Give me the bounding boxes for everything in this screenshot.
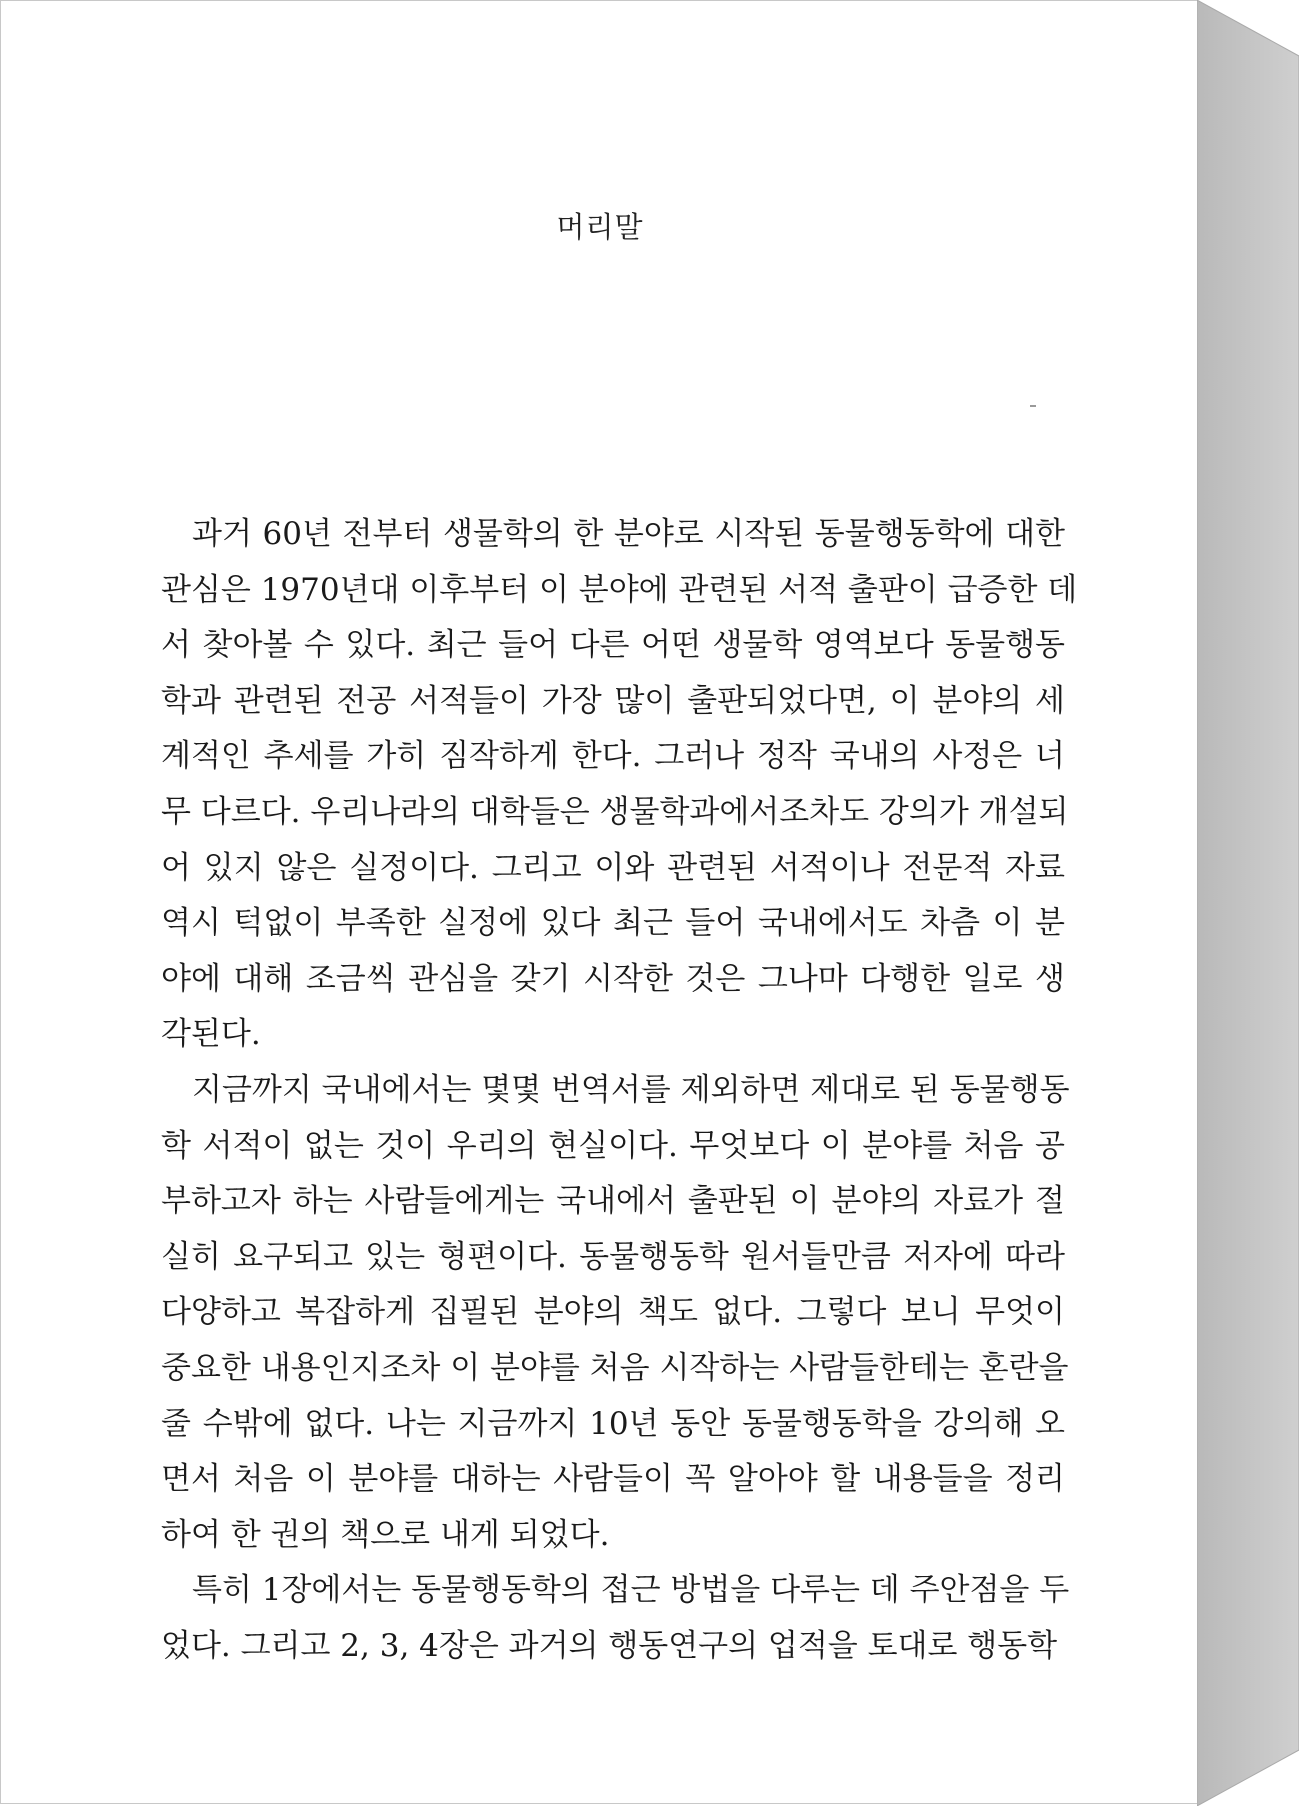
- text-line: 학 서적이 없는 것이 우리의 현실이다. 무엇보다 이 분야를 처음 공: [161, 1127, 1065, 1164]
- text-line: 줄 수밖에 없다. 나는 지금까지 10년 동안 동물행동학을 강의해 오: [161, 1405, 1065, 1442]
- text-line: 면서 처음 이 분야를 대하는 사람들이 꼭 알아야 할 내용들을 정리: [161, 1461, 1065, 1498]
- body-text: [161, 507, 1078, 1674]
- text-line: 어 있지 않은 실정이다. 그리고 이와 관련된 서적이나 전문적 자료: [161, 849, 1065, 886]
- text-line: 과거 60년 전부터 생물학의 한 분야로 시작된 동물행동학에 대한: [192, 516, 1065, 552]
- text-line: 하여 한 권의 책으로 내게 되었다.: [161, 1516, 610, 1553]
- text-line: 서 찾아볼 수 있다. 최근 들어 다른 어떤 생물학 영역보다 동물행동: [161, 627, 1065, 664]
- text-line: 계적인 추세를 가히 짐작하게 한다. 그러나 정작 국내의 사정은 너: [161, 738, 1065, 775]
- text-line: 실히 요구되고 있는 형편이다. 동물행동학 원서들만큼 저자에 따라: [161, 1238, 1065, 1275]
- text-line: 각된다.: [161, 1016, 261, 1053]
- text-line: 특히 1장에서는 동물행동학의 접근 방법을 다루는 데 주안점을 두: [192, 1572, 1070, 1609]
- text-line: 학과 관련된 전공 서적들이 가장 많이 출판되었다면, 이 분야의 세: [161, 682, 1065, 719]
- text-line: 었다. 그리고 2, 3, 4장은 과거의 행동연구의 업적을 토대로 행동학: [161, 1627, 1058, 1664]
- text-line: 역시 턱없이 부족한 실정에 있다 최근 들어 국내에서도 차츰 이 분: [161, 905, 1065, 942]
- text-line: 야에 대해 조금씩 관심을 갖기 시작한 것은 그나마 다행한 일로 생: [161, 960, 1065, 997]
- page-title: 머리말: [556, 210, 644, 244]
- scan-mark: [1030, 405, 1036, 407]
- text-line: 부하고자 하는 사람들에게는 국내에서 출판된 이 분야의 자료가 절: [161, 1183, 1065, 1220]
- text-line: 관심은 1970년대 이후부터 이 분야에 관련된 서적 출판이 급증한 데: [161, 571, 1078, 608]
- text-line: 지금까지 국내에서는 몇몇 번역서를 제외하면 제대로 된 동물행동: [192, 1071, 1070, 1108]
- text-line: 무 다르다. 우리나라의 대학들은 생물학과에서조차도 강의가 개설되: [161, 793, 1069, 830]
- text-line: 다양하고 복잡하게 집필된 분야의 책도 없다. 그렇다 보니 무엇이: [161, 1294, 1065, 1331]
- text-line: 중요한 내용인지조차 이 분야를 처음 시작하는 사람들한테는 혼란을: [161, 1349, 1069, 1386]
- book-side-edge: [1197, 0, 1299, 1806]
- book-side-shape: [1197, 0, 1299, 1806]
